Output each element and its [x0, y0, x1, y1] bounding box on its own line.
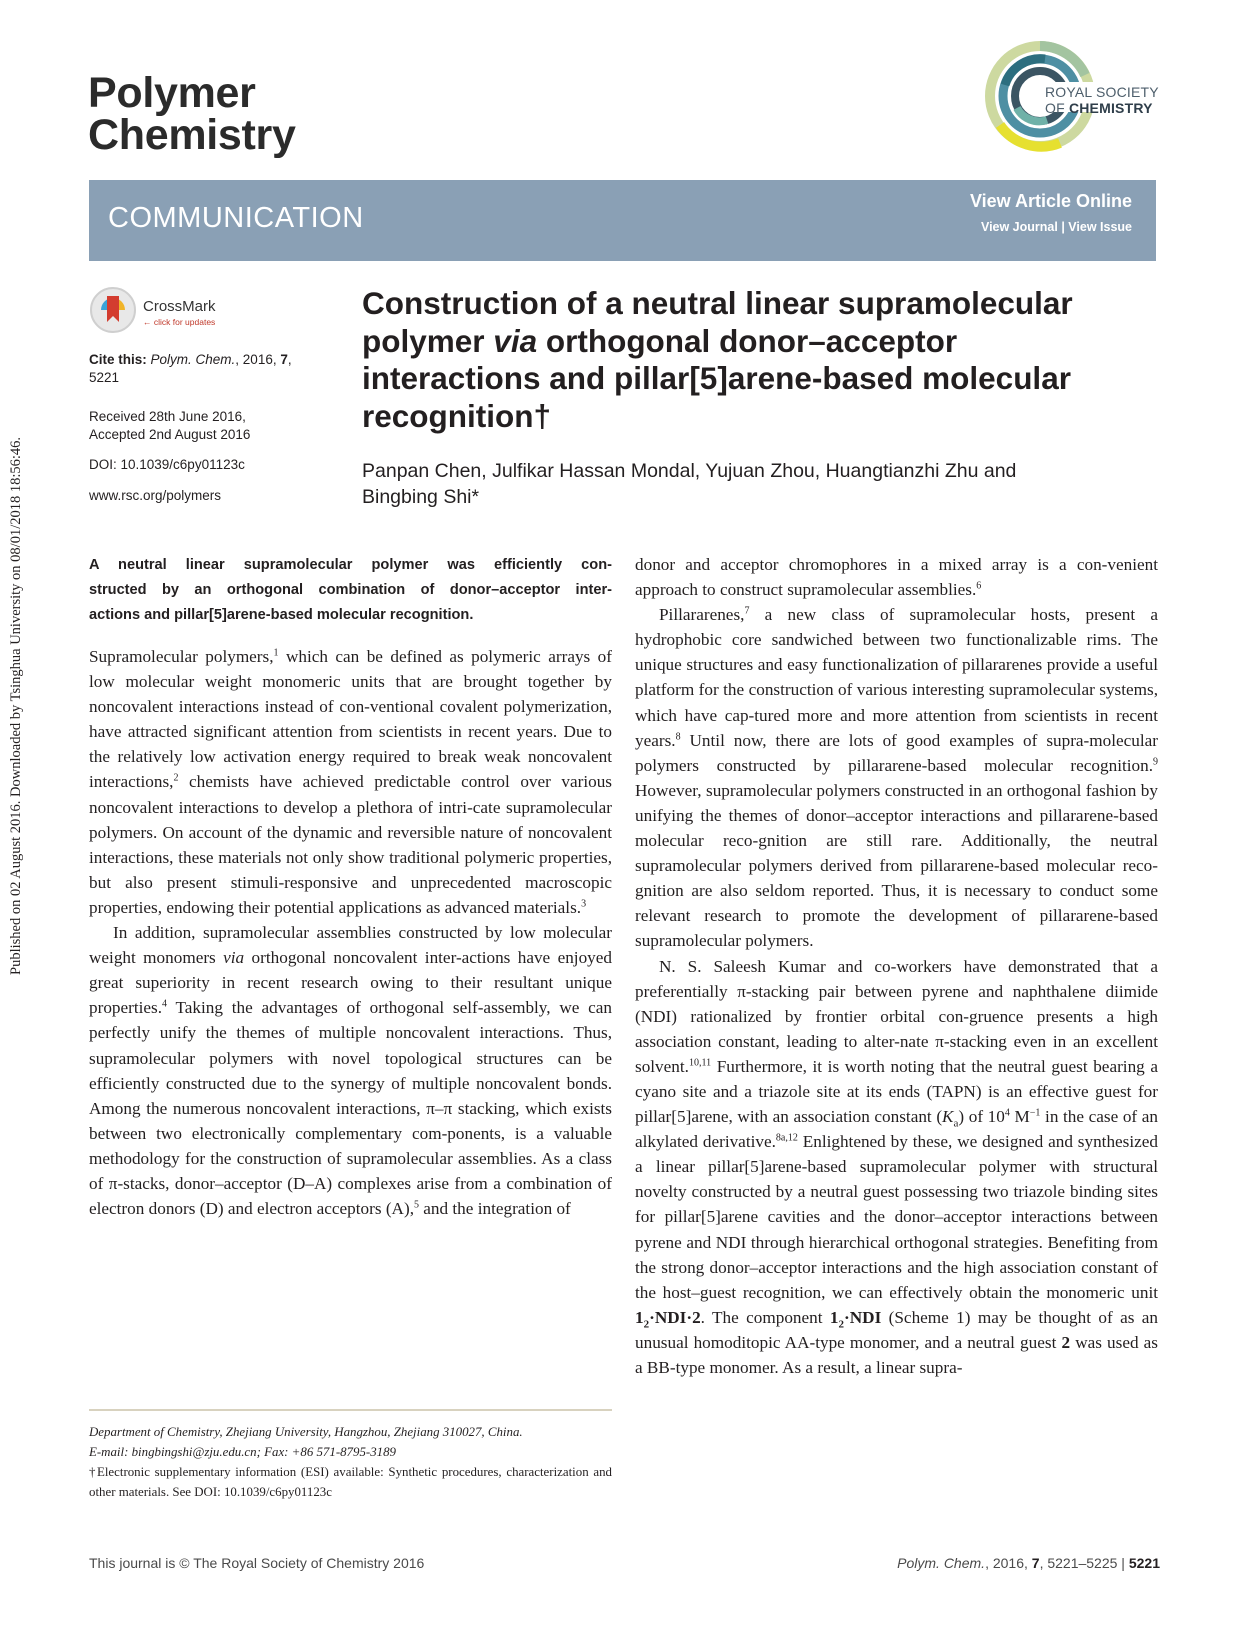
cite-label: Cite this:	[89, 352, 151, 367]
left-p2-d: and the integration of	[419, 1199, 571, 1219]
copyright-footer: This journal is © The Royal Society of Chemistry 2016	[89, 1555, 425, 1571]
contact-email: E-mail: bingbingshi@zju.edu.cn; Fax: +86 571-8795-3189	[89, 1445, 396, 1459]
ref-8a-12[interactable]: 8a,12	[775, 1132, 798, 1144]
arrow-left-icon: ←	[143, 317, 154, 327]
affiliation: Department of Chemistry, Zhejiang University, Hangzhou, Zhejiang 310027, China.	[89, 1425, 523, 1439]
crossmark-sub-text: click for updates	[153, 317, 216, 327]
left-p2-a: In addition, supramolecular assemblies constructed by low molecular weight monomers	[89, 923, 612, 968]
footer-separator: |	[1117, 1555, 1129, 1571]
doi: DOI: 10.1039/c6py01123c	[89, 457, 245, 472]
paragraph-pillararenes	[635, 602, 1158, 953]
cite-this	[89, 351, 319, 387]
ref-1[interactable]: 1	[273, 647, 279, 659]
cite-journal: Polym. Chem.	[150, 352, 236, 367]
crossmark-label: CrossMark	[143, 298, 216, 315]
m1-sub: 2	[643, 1318, 650, 1331]
journal-url-link[interactable]: www.rsc.org/polymers	[89, 488, 222, 503]
abstract-line3: actions and pillar[5]arene-based molecular recognition.	[89, 607, 474, 623]
ref-8[interactable]: 8	[675, 730, 681, 742]
journal-title-line1: Polymer	[88, 69, 256, 117]
view-journal-link[interactable]: View Journal	[980, 220, 1058, 234]
article-type-label: COMMUNICATION	[108, 202, 364, 234]
right-p2-d: However, supramolecular polymers constructed in an orthogonal fashion by unifying the themes of donor–acceptor interactions and pillararene-based molecular reco-gnition are still rare. Additionally, the neutral supramolecular polymers derived from pillararene-based molecular reco-gnition are also seldom reported. Thus, it is necessary to conduct some relevant research to promote the development of pillararene-based supramolecular polymers.	[635, 780, 1158, 951]
author-list	[362, 458, 1142, 510]
right-p2-c: Until now, there are lots of good examples of supra-molecular polymers constructed by pillararene-based molecular recognition.	[635, 730, 1158, 775]
right-p2-a: Pillararenes,	[659, 605, 745, 625]
m1-b: ·NDI·2	[649, 1307, 701, 1327]
right-p2-b: a new class of supramolecular hosts, present a hydrophobic core sandwiched between two functionalizable rims. The unique structures and easy functionalization of pillararenes provide a useful platform for the construction of various interesting supramolecular systems, which have cap-tured more and more attention from scientists in recent years.	[635, 605, 1158, 750]
ref-3[interactable]: 3	[581, 898, 587, 910]
cite-year: , 2016,	[235, 352, 281, 367]
exponent-minus-1: −1	[1029, 1107, 1041, 1119]
rsc-chem: CHEMISTRY	[1068, 100, 1153, 116]
rsc-line2	[1045, 100, 1159, 116]
crossmark-badge[interactable]	[89, 286, 229, 338]
paragraph-design	[635, 954, 1158, 1381]
footnote-divider	[89, 1409, 612, 1411]
download-stamp: Published on 02 August 2016. Downloaded by Tsinghua University on 08/01/2018 18:56:46.	[8, 436, 24, 975]
m1: 1	[635, 1307, 644, 1327]
ka-subscript: a	[953, 1117, 959, 1130]
cite-volume: 7	[280, 352, 288, 367]
crossmark-sub	[143, 317, 215, 327]
m2-b: ·NDI	[844, 1307, 882, 1327]
left-p2-via: via	[223, 948, 245, 968]
rsc-wordmark	[1045, 84, 1159, 116]
footer-volume: 7	[1031, 1555, 1040, 1571]
paragraph-orthogonal	[89, 920, 612, 1221]
view-links	[981, 220, 1132, 234]
paragraph-intro	[89, 644, 612, 920]
exponent-4: 4	[1004, 1107, 1010, 1119]
m2-sub: 2	[838, 1318, 845, 1331]
component-1-2-ndi	[829, 1307, 882, 1331]
cite-page: 5221	[89, 370, 120, 385]
article-type-banner	[89, 180, 1156, 261]
rsc-line1: ROYAL SOCIETY	[1045, 84, 1159, 100]
right-p3-d: M	[1009, 1107, 1030, 1127]
right-p1-a: donor and acceptor chromophores in a mixed array is a con-venient approach to construct supramolecular assemblies.	[635, 555, 1158, 600]
ref-10-11[interactable]: 10,11	[688, 1057, 712, 1069]
authors-line1: Panpan Chen, Julfikar Hassan Mondal, Yujuan Zhou, Huangtianzhi Zhu and	[362, 460, 1017, 482]
page-number: 5221	[1128, 1555, 1160, 1571]
right-p3-g: . The component	[700, 1307, 830, 1327]
ref-6[interactable]: 6	[976, 580, 982, 592]
body-right-column	[635, 552, 1158, 1380]
journal-title	[88, 69, 296, 159]
view-article-online-link[interactable]: View Article Online	[969, 191, 1132, 211]
m2: 1	[829, 1307, 839, 1327]
page-citation-footer	[897, 1555, 1160, 1571]
view-links-separator: |	[1057, 220, 1069, 234]
footer-year: , 2016,	[985, 1555, 1032, 1571]
right-p3-i: was used as a BB-type monomer. As a result, a linear supra-	[635, 1332, 1158, 1377]
title-line3: interactions and pillar[5]arene-based molecular	[362, 360, 1071, 396]
ref-4[interactable]: 4	[162, 998, 168, 1010]
title-via: via	[493, 322, 538, 359]
right-p3-b: Furthermore, it is worth noting that the neutral guest bearing a cyano site and a triazole site at its ends (TAPN) is an effective guest for pillar[5]arene, with an association constant (	[635, 1056, 1158, 1127]
title-line2a: polymer	[362, 322, 494, 359]
left-p2-b: orthogonal noncovalent inter-actions have enjoyed great superiority in recent research owing to their resultant unique properties.	[89, 948, 612, 1018]
accepted-date: Accepted 2nd August 2016	[89, 427, 251, 442]
abstract-line2: structed by an orthogonal combination of donor–acceptor inter-	[89, 582, 612, 598]
ref-9[interactable]: 9	[1153, 756, 1158, 768]
ka-symbol: K	[942, 1107, 954, 1127]
received-date: Received 28th June 2016,	[89, 409, 246, 424]
view-issue-link[interactable]: View Issue	[1068, 220, 1132, 234]
abstract-line1: A neutral linear supramolecular polymer was efficiently con-	[89, 557, 612, 573]
title-line2b: orthogonal donor–acceptor	[537, 322, 958, 359]
paragraph-continuation	[635, 552, 1158, 602]
guest-2: 2	[1061, 1332, 1071, 1352]
title-line1: Construction of a neutral linear supramolecular	[362, 285, 1073, 321]
monomer-1-2-ndi-2	[635, 1307, 701, 1331]
ref-7[interactable]: 7	[744, 605, 750, 617]
journal-title-line2: Chemistry	[88, 111, 296, 159]
left-p1-a: Supramolecular polymers,	[89, 647, 274, 666]
left-p1-c: chemists have achieved predictable control over various noncovalent interactions to develop a plethora of intri-cate supramolecular polymers. On account of the dynamic and reversible nature of noncovalent interactions, these materials not only show traditional polymeric properties, but also present stimuli-responsive and unprecedented macroscopic properties, endowing their potential applications as advanced materials.	[89, 772, 612, 917]
footer-journal: Polym. Chem.	[897, 1555, 986, 1571]
crossmark-icon	[89, 286, 137, 334]
footnotes	[89, 1422, 612, 1502]
ref-5[interactable]: 5	[414, 1199, 419, 1211]
right-p3-e: in the case of an alkylated derivative.	[635, 1107, 1158, 1152]
body-left-column	[89, 644, 612, 1221]
title-line2	[362, 323, 1162, 361]
authors-line2: Bingbing Shi*	[362, 486, 480, 508]
ref-2[interactable]: 2	[173, 772, 179, 784]
cite-comma: ,	[287, 352, 292, 367]
left-p2-c: Taking the advantages of orthogonal self-assembly, we can perfectly unify the themes of multiple noncovalent interactions. Thus, supramolecular polymers with novel topological structures can be efficiently constructed due to the synergy of multiple noncovalent bonds. Among the numerous noncovalent interactions, π–π stacking, which exists between two electronically complementary com-ponents, is a valuable methodology for the construction of supramolecular assemblies. As a class of π-stacks, donor–acceptor (D–A) complexes arise from a combination of electron donors (D) and electron acceptors (A),	[89, 998, 612, 1219]
right-p3-c: ) of 10	[958, 1107, 1005, 1127]
footer-pages: , 5221–5225	[1039, 1555, 1118, 1571]
right-p3-h: (Scheme 1) may be thought of as an unusual homoditopic AA-type monomer, and a neutral guest	[635, 1307, 1159, 1352]
article-title	[362, 285, 1162, 435]
left-p1-b: which can be defined as polymeric arrays of low molecular weight monomeric units that are brought together by noncovalent interactions instead of con-ventional covalent polymerization, have attracted significant attention from scientists in recent years. Due to the relatively low activation energy required to break weak noncovalent interactions,	[89, 647, 612, 792]
right-p3-f: Enlightened by these, we designed and synthesized a linear pillar[5]arene-based supramolecular polymer with structural novelty constructed by a neutral guest possessing two triazole binding sites for pillar[5]arene cavities and the donor–acceptor interactions between pyrene and NDI through hierarchical orthogonal strategies. Benefiting from the strong donor–acceptor interactions and the high association constant of the host–guest recognition, we can effectively obtain the monomeric unit	[635, 1132, 1158, 1302]
esi-note: †Electronic supplementary information (ESI) available: Synthetic procedures, characterization and other materials. See DOI: 10.1039/c6py01123c	[89, 1465, 612, 1499]
title-line4: recognition†	[362, 397, 552, 434]
abstract	[89, 553, 612, 628]
right-p3-a: N. S. Saleesh Kumar and co-workers have demonstrated that a preferentially π-stacking pair between pyrene and naphthalene diimide (NDI) rationalized by frontier orbital con-gruence presents a high association constant, leading to alter-nate π-stacking even in an excellent solvent.	[635, 956, 1158, 1076]
rsc-of: OF	[1045, 100, 1069, 116]
